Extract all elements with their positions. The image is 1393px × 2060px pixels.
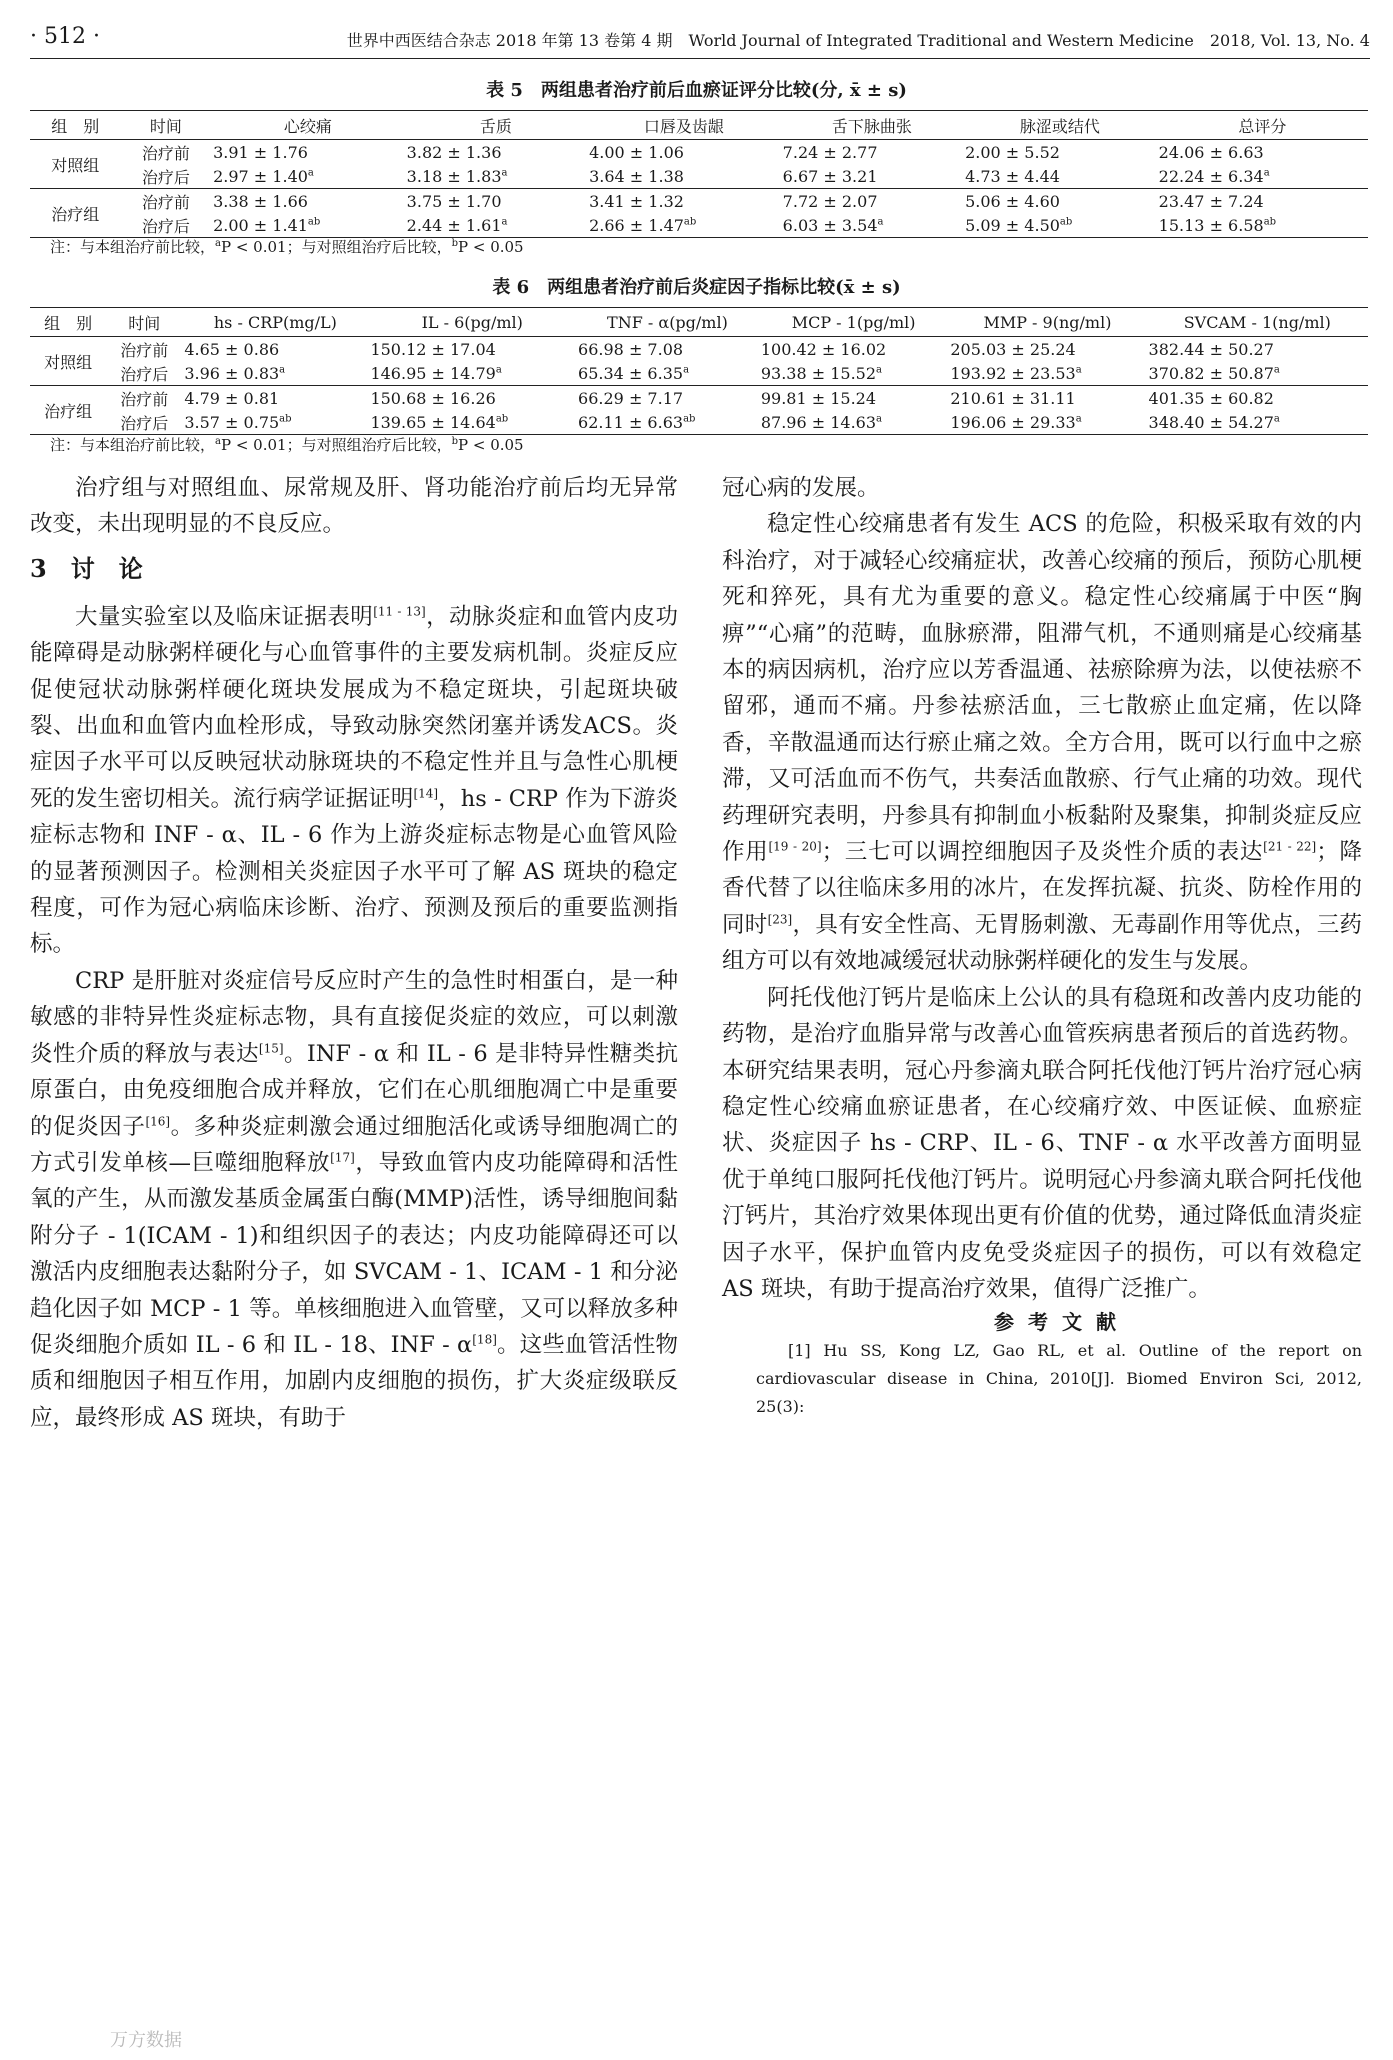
- section-heading: 3 讨 论: [30, 553, 143, 583]
- table5-note: [50, 236, 524, 257]
- column-header: 心绞痛: [283, 116, 332, 136]
- paragraph: 冠心病的发展。: [722, 475, 880, 501]
- column-header: 组 别: [44, 313, 93, 333]
- value-cell: 3.75 ± 1.70: [406, 191, 502, 211]
- significance-mark: a: [307, 167, 314, 179]
- significance-mark: ab: [1059, 216, 1073, 228]
- table5: [30, 110, 1368, 238]
- table-row: [30, 213, 1368, 238]
- value-cell: 100.42 ± 16.02: [760, 339, 887, 359]
- value-cell: 193.92 ± 23.53$^a$: [950, 363, 1082, 383]
- header-row: [30, 308, 1368, 337]
- significance-mark: a: [1273, 364, 1280, 376]
- journal-running-title: 世界中西医结合杂志 2018 年第 13 卷第 4 期 World Journal of Integrated Traditional and Western Medicine 2018, Vol. 13, No. 4: [346, 31, 1370, 50]
- paragraph: 大量实验室以及临床证据表明[11 - 13]，动脉炎症和血管内皮功能障碍是动脉粥样硬化与心血管事件的主要发病机制。炎症反应促使冠状动脉粥样硬化斑块发展成为不稳定斑块，引起斑块破裂、出血和血管内血栓形成，导致动脉突然闭塞并诱发ACS。炎症因子水平可以反映冠状动脉斑块的不稳定性并且与急性心肌梗死的发生密切相关。流行病学证据证明[14]，hs - CRP 作为下游炎症标志物和 INF - α、IL - 6 作为上游炎症标志物是心血管风险的显著预测因子。检测相关炎症因子水平可了解 AS 斑块的稳定程度，可作为冠心病临床诊断、治疗、预测及预后的重要监测指标。: [30, 603, 678, 958]
- header-row: [30, 111, 1368, 140]
- value-cell: 62.11 ± 6.63$^{ab}$: [578, 412, 696, 432]
- value-cell: 4.00 ± 1.06: [589, 142, 684, 162]
- value-cell: 3.18 ± 1.83$^a$: [406, 166, 508, 186]
- value-cell: 3.41 ± 1.32: [589, 191, 684, 211]
- value-cell: 150.12 ± 17.04: [370, 339, 496, 359]
- value-cell: 5.06 ± 4.60: [965, 191, 1060, 211]
- column-header: hs - CRP(mg/L): [213, 312, 337, 332]
- citation: [15]: [258, 1041, 284, 1056]
- paragraph: CRP 是肝脏对炎症信号反应时产生的急性时相蛋白，是一种敏感的非特异性炎症标志物，具有直接促炎症的效应，可以刺激炎性介质的释放与表达[15]。INF - α 和 IL - 6 是非特异性糖类抗原蛋白，由免疫细胞合成并释放，它们在心肌细胞凋亡中是重要的促炎因子[16]。多种炎症刺激会通过细胞活化或诱导细胞凋亡的方式引发单核—巨噬细胞释放[17]，导致血管内皮功能障碍和活性氧的产生，从而激发基质金属蛋白酶(MMP)活性，诱导细胞间黏附分子 - 1(ICAM - 1)和组织因子的表达；内皮功能障碍还可以激活内皮细胞表达黏附分子，如 SVCAM - 1、ICAM - 1 和分泌趋化因子如 MCP - 1 等。单核细胞进入血管壁，又可以释放多种促炎细胞介质如 IL - 6 和 IL - 18、INF - α[18]。这些血管活性物质和细胞因子相互作用，加剧内皮细胞的损伤，扩大炎症级联反应，最终形成 AS 斑块，有助于: [30, 967, 678, 1431]
- value-cell: 3.91 ± 1.76: [213, 142, 308, 162]
- value-cell: 370.82 ± 50.87$^a$: [1148, 363, 1280, 383]
- note-text: P < 0.05: [458, 436, 524, 454]
- value-cell: 23.47 ± 7.24: [1158, 191, 1264, 211]
- column-header: 总评分: [1238, 116, 1287, 136]
- significance-mark: a: [501, 216, 508, 228]
- note-text: 注：与本组治疗前比较，: [50, 436, 216, 454]
- group-name: 对照组: [51, 155, 100, 175]
- column-header: SVCAM - 1(ng/ml): [1183, 312, 1331, 332]
- column-header: MCP - 1(pg/ml): [791, 312, 916, 332]
- group-name: 治疗组: [44, 401, 93, 421]
- significance-mark: ab: [495, 413, 509, 425]
- value-cell: 4.73 ± 4.44: [965, 166, 1060, 186]
- page-header: [30, 20, 1370, 56]
- significance-mark: ab: [279, 413, 292, 425]
- value-cell: 2.44 ± 1.61$^a$: [406, 215, 508, 235]
- value-cell: 3.64 ± 1.38: [589, 166, 684, 186]
- column-header: 口唇及齿龈: [643, 116, 724, 136]
- table-row: [30, 410, 1368, 435]
- value-cell: 66.98 ± 7.08: [578, 339, 684, 359]
- left-column: [30, 470, 678, 1436]
- watermark: 万方数据: [110, 2030, 182, 2051]
- value-cell: 3.82 ± 1.36: [406, 142, 502, 162]
- time-cell: 治疗后: [120, 364, 169, 384]
- value-cell: 3.96 ± 0.83$^a$: [184, 363, 286, 383]
- note-text: P < 0.01；与对照组治疗后比较，: [220, 436, 452, 454]
- significance-mark: a: [495, 364, 502, 376]
- reference-item: [1] Hu SS, Kong LZ, Gao RL, et al. Outline of the report on cardiovascular disease in China, 2010[J]. Biomed Environ Sci, 2012, 25(3):: [756, 1341, 1362, 1417]
- column-header: 时间: [128, 313, 161, 333]
- significance-mark: a: [501, 167, 508, 179]
- significance-mark: a: [1263, 167, 1270, 179]
- citation: [11 - 13]: [373, 604, 426, 619]
- value-cell: 196.06 ± 29.33$^a$: [950, 412, 1082, 432]
- right-column: [722, 470, 1362, 1421]
- paragraph: 阿托伐他汀钙片是临床上公认的具有稳斑和改善内皮功能的药物，是治疗血脂异常与改善心血管疾病患者预后的首选药物。本研究结果表明，冠心丹参滴丸联合阿托伐他汀钙片治疗冠心病稳定性心绞痛血瘀证患者，在心绞痛疗效、中医证候、血瘀症状、炎症因子 hs - CRP、IL - 6、TNF - α 水平改善方面明显优于单纯口服阿托伐他汀钙片。说明冠心丹参滴丸联合阿托伐他汀钙片，其治疗效果体现出更有价值的优势，通过降低血清炎症因子水平，保护血管内皮免受炎症因子的损伤，可以有效稳定 AS 斑块，有助于提高治疗效果，值得广泛推广。: [722, 984, 1362, 1302]
- table-row: [30, 140, 1368, 165]
- column-header: 舌下脉曲张: [831, 116, 912, 136]
- citation: [14]: [413, 786, 439, 801]
- citation: [18]: [472, 1332, 497, 1347]
- column-header: MMP - 9(ng/ml): [983, 312, 1112, 332]
- time-cell: 治疗后: [141, 216, 190, 236]
- table-row: [30, 386, 1368, 411]
- value-cell: 2.66 ± 1.47$^{ab}$: [589, 215, 697, 235]
- page-number: · 512 ·: [30, 24, 100, 49]
- significance-mark: a: [1273, 413, 1280, 425]
- column-header: 舌质: [479, 116, 512, 136]
- table6-caption: 表 6 两组患者治疗前后炎症因子指标比较(x̄ ± s): [492, 277, 901, 298]
- table-row: [30, 164, 1368, 189]
- paragraph: 稳定性心绞痛患者有发生 ACS 的危险，积极采取有效的内科治疗，对于减轻心绞痛症状，改善心绞痛的预后，预防心肌梗死和猝死，具有尤为重要的意义。稳定性心绞痛属于中医“胸痹”“心痛”的范畴，血脉瘀滞，阻滞气机，不通则痛是心绞痛基本的病因病机，治疗应以芳香温通、祛瘀除痹为法，以使祛瘀不留邪，通而不痛。丹参祛瘀活血，三七散瘀止血定痛，佐以降香，辛散温通而达行瘀止痛之效。全方合用，既可以行血中之瘀滞，又可活血而不伤气，共奏活血散瘀、行气止痛的功效。现代药理研究表明，丹参具有抑制血小板黏附及聚集，抑制炎症反应作用[19 - 20]；三七可以调控细胞因子及炎性介质的表达[21 - 22]；降香代替了以往临床多用的冰片，在发挥抗凝、抗炎、防栓作用的同时[23]，具有安全性高、无胃肠刺激、无毒副作用等优点，三药组方可以有效地减缓冠状动脉粥样硬化的发生与发展。: [722, 511, 1362, 975]
- citation: [19 - 20]: [768, 839, 822, 854]
- note-text: P < 0.05: [458, 238, 524, 256]
- significance-mark: a: [279, 364, 286, 376]
- value-cell: 205.03 ± 25.24: [950, 339, 1076, 359]
- value-cell: 3.57 ± 0.75$^{ab}$: [184, 412, 292, 432]
- value-cell: 6.67 ± 3.21: [782, 166, 878, 186]
- value-cell: 150.68 ± 16.26: [370, 388, 496, 408]
- value-cell: 2.00 ± 5.52: [965, 142, 1060, 162]
- value-cell: 99.81 ± 15.24: [760, 388, 877, 408]
- value-cell: 7.72 ± 2.07: [782, 191, 878, 211]
- note-text: 注：与本组治疗前比较，: [50, 238, 216, 256]
- significance-mark: a: [683, 364, 690, 376]
- references-heading: 参考文献: [994, 1310, 1130, 1335]
- value-cell: 24.06 ± 6.63: [1158, 142, 1264, 162]
- significance-mark: b: [451, 436, 458, 447]
- value-cell: 3.38 ± 1.66: [213, 191, 308, 211]
- paragraph: 治疗组与对照组血、尿常规及肝、肾功能治疗前后均无异常改变，未出现明显的不良反应。: [30, 475, 678, 538]
- significance-mark: a: [876, 413, 882, 425]
- time-cell: 治疗前: [141, 143, 190, 163]
- citation: [16]: [145, 1114, 171, 1128]
- value-cell: 2.97 ± 1.40$^a$: [213, 166, 314, 186]
- time-cell: 治疗前: [120, 389, 169, 409]
- table6: [30, 307, 1368, 435]
- table5-caption: 表 5 两组患者治疗前后血瘀证评分比较(分, x̄ ± s): [486, 80, 907, 101]
- time-cell: 治疗前: [141, 192, 190, 212]
- value-cell: 7.24 ± 2.77: [782, 142, 878, 162]
- significance-mark: b: [451, 238, 458, 249]
- significance-mark: ab: [683, 216, 697, 228]
- significance-mark: ab: [683, 413, 696, 425]
- note-text: P < 0.01；与对照组治疗后比较，: [220, 238, 452, 256]
- value-cell: 5.09 ± 4.50$^{ab}$: [965, 215, 1073, 235]
- table6-note: [50, 434, 524, 455]
- value-cell: 210.61 ± 31.11: [950, 388, 1076, 408]
- column-header: 组 别: [51, 116, 100, 136]
- header-rule: [30, 58, 1370, 59]
- value-cell: 6.03 ± 3.54$^a$: [782, 215, 884, 235]
- value-cell: 15.13 ± 6.58$^{ab}$: [1158, 215, 1277, 235]
- value-cell: 66.29 ± 7.17: [578, 388, 684, 408]
- column-header: IL - 6(pg/ml): [421, 312, 523, 332]
- value-cell: 139.65 ± 14.64$^{ab}$: [370, 412, 509, 432]
- significance-mark: a: [876, 364, 882, 376]
- citation: [17]: [330, 1150, 355, 1165]
- value-cell: 65.34 ± 6.35$^a$: [578, 363, 690, 383]
- significance-mark: a: [1075, 364, 1082, 376]
- group-name: 对照组: [44, 352, 93, 372]
- time-cell: 治疗前: [120, 340, 169, 360]
- time-cell: 治疗后: [120, 413, 169, 433]
- significance-mark: a: [877, 216, 884, 228]
- significance-mark: ab: [1263, 216, 1277, 228]
- column-header: 脉涩或结代: [1019, 116, 1100, 136]
- value-cell: 401.35 ± 60.82: [1148, 388, 1274, 408]
- table-row: [30, 189, 1368, 214]
- value-cell: 87.96 ± 14.63$^a$: [760, 412, 882, 432]
- significance-mark: ab: [307, 216, 321, 228]
- time-cell: 治疗后: [141, 167, 190, 187]
- value-cell: 4.65 ± 0.86: [184, 339, 280, 359]
- significance-mark: a: [1075, 413, 1082, 425]
- table-row: [30, 361, 1368, 386]
- citation: [23]: [767, 912, 793, 927]
- significance-mark: a: [215, 436, 221, 447]
- value-cell: 2.00 ± 1.41$^{ab}$: [213, 215, 321, 235]
- value-cell: 146.95 ± 14.79$^a$: [370, 363, 502, 383]
- group-name: 治疗组: [51, 204, 100, 224]
- value-cell: 4.79 ± 0.81: [184, 388, 280, 408]
- table-row: [30, 337, 1368, 362]
- significance-mark: a: [215, 238, 221, 249]
- column-header: 时间: [149, 116, 182, 136]
- value-cell: 93.38 ± 15.52$^a$: [760, 363, 882, 383]
- value-cell: 382.44 ± 50.27: [1148, 339, 1274, 359]
- column-header: TNF - α(pg/ml): [607, 312, 728, 332]
- value-cell: 22.24 ± 6.34$^a$: [1158, 166, 1270, 186]
- citation: [21 - 22]: [1263, 839, 1317, 854]
- value-cell: 348.40 ± 54.27$^a$: [1148, 412, 1280, 432]
